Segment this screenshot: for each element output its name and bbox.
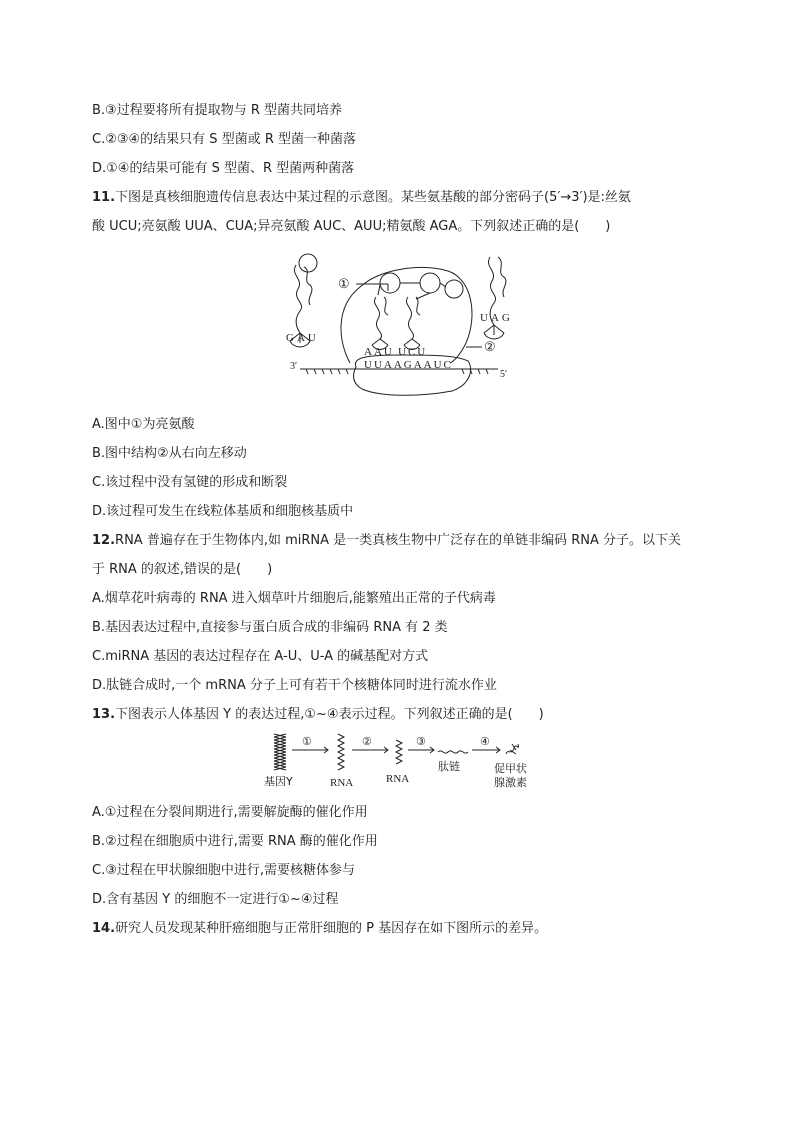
q11-number: 11.: [92, 190, 116, 205]
amino-acid-circle: [299, 254, 317, 272]
q11-option-a: A.图中①为亮氨酸: [92, 417, 195, 432]
step2-label: ②: [362, 736, 372, 748]
gene-label: 基因Y: [264, 775, 293, 788]
peptide-label: 肽链: [438, 760, 460, 773]
label1: ①: [338, 276, 350, 291]
mrna-sequence: UUAAGAAUC: [364, 359, 453, 371]
q13-stem-line: [92, 706, 544, 724]
q13-option-c: C.③过程在甲状腺细胞中进行,需要核糖体参与: [92, 863, 355, 878]
q10-option-d: D.①④的结果可能有 S 型菌、R 型菌两种菌落: [92, 161, 355, 176]
rna2-label: RNA: [386, 773, 410, 785]
q14-stem-line: [92, 920, 547, 938]
q12-stem-line1: [92, 532, 681, 550]
anticodon-site2: UCU: [398, 346, 428, 358]
q12-stem-line2: 于 RNA 的叙述,错误的是( ): [92, 562, 273, 577]
q13-gene-expression-figure: [264, 730, 538, 792]
step3-label: ③: [416, 736, 426, 748]
q10-option-c: C.②③④的结果只有 S 型菌或 R 型菌一种菌落: [92, 132, 356, 147]
q11-stem-text1: 下图是真核细胞遗传信息表达中某过程的示意图。某些氨基酸的部分密码子(5′→3′)是:丝氨: [115, 190, 631, 205]
anticodon-right: UAG: [480, 312, 513, 324]
rna2-icon: [396, 740, 402, 764]
q12-option-d: D.肽链合成时,一个 mRNA 分子上可有若干个核糖体同时进行流水作业: [92, 678, 497, 693]
q14-stem-text: 研究人员发现某种肝癌细胞与正常肝细胞的 P 基因存在如下图所示的差异。: [115, 921, 548, 936]
q14-number: 14.: [92, 921, 116, 936]
q13-stem-text: 下图表示人体基因 Y 的表达过程,①~④表示过程。下列叙述正确的是( ): [115, 707, 544, 722]
amino-acid-circle: [445, 280, 463, 298]
rna1-icon: [338, 734, 344, 770]
peptide-icon: [438, 751, 468, 753]
anticodon-site1: AAU: [364, 346, 394, 358]
q13-option-d: D.含有基因 Y 的细胞不一定进行①~④过程: [92, 892, 339, 907]
q13-option-b: B.②过程在细胞质中进行,需要 RNA 酶的催化作用: [92, 834, 378, 849]
q12-option-b: B.基因表达过程中,直接参与蛋白质合成的非编码 RNA 有 2 类: [92, 620, 448, 635]
q12-option-c: C.miRNA 基因的表达过程存在 A-U、U-A 的碱基配对方式: [92, 649, 429, 664]
hormone-label-line1: 促甲状: [494, 762, 527, 775]
q11-option-c: C.该过程中没有氢键的形成和断裂: [92, 475, 288, 490]
mrna-5-end: 5′: [500, 369, 508, 380]
q11-option-b: B.图中结构②从右向左移动: [92, 446, 247, 461]
q12-number: 12.: [92, 533, 116, 548]
q11-translation-figure: [280, 245, 530, 405]
step4-label: ④: [480, 736, 490, 748]
hormone-label-line2: 腺激素: [494, 776, 527, 789]
q13-option-a: A.①过程在分裂间期进行,需要解旋酶的催化作用: [92, 805, 368, 820]
label2: ②: [484, 339, 496, 354]
anticodon-left: GAU: [286, 332, 319, 344]
q10-option-b: B.③过程要将所有提取物与 R 型菌共同培养: [92, 103, 343, 118]
q12-option-a: A.烟草花叶病毒的 RNA 进入烟草叶片细胞后,能繁殖出正常的子代病毒: [92, 591, 496, 606]
rna1-label: RNA: [330, 777, 354, 789]
q11-option-d: D.该过程可发生在线粒体基质和细胞核基质中: [92, 504, 354, 519]
step1-label: ①: [302, 736, 312, 748]
hormone-icon: [506, 744, 519, 754]
q11-stem-line2: 酸 UCU;亮氨酸 UUA、CUA;异亮氨酸 AUC、AUU;精氨酸 AGA。下列叙述正确的是( ): [92, 219, 611, 234]
amino-acid-circle: [420, 273, 440, 293]
mrna-3-end: 3′: [290, 361, 298, 372]
q12-stem-text1: RNA 普遍存在于生物体内,如 miRNA 是一类真核生物中广泛存在的单链非编码 RNA 分子。以下关: [115, 533, 682, 548]
amino-acid-circle: [380, 273, 400, 293]
q11-stem-line1: [92, 189, 631, 207]
q13-number: 13.: [92, 707, 116, 722]
